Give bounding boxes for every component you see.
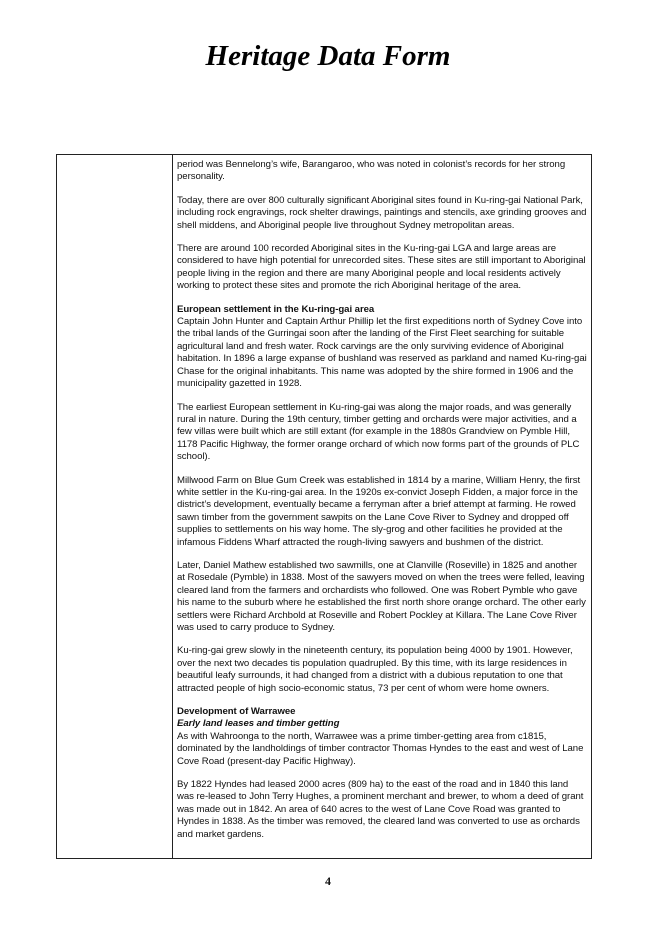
- paragraph: The earliest European settlement in Ku-ring-gai was along the major roads, and was generally rural in nature. During the 19th century, timber getting and orchards were major activities, and a few villas were built which are still extant (for example in the 1880s Grandview on Pymble Hill, 1178 Pacific Highway, the former orange orchard of which now forms part of the grounds of PLC school).: [177, 401, 580, 463]
- paragraph: period was Bennelong’s wife, Barangaroo, who was noted in colonist’s records for her strong personality.: [177, 159, 566, 183]
- paragraph: As with Wahroonga to the north, Warrawee was a prime timber-getting area from c1815, dominated by the landholdings of timber contractor Thomas Hyndes to the east and west of Lane Cove Road (present-day Pacific Highway).: [177, 730, 584, 767]
- content-cell: [177, 159, 587, 852]
- page-number: 4: [325, 874, 331, 888]
- subsection-heading: Early land leases and timber getting: [177, 718, 340, 730]
- section-heading: European settlement in the Ku-ring-gai area: [177, 303, 375, 315]
- paragraph: There are around 100 recorded Aboriginal sites in the Ku-ring-gai LGA and large areas are considered to have high potential for unrecorded sites. These sites are still important to Aboriginal people living in the region and there are many Aboriginal people and local residents actively working to protect these sites and promote the rich Aboriginal heritage of the area.: [177, 243, 586, 292]
- paragraph: Later, Daniel Mathew established two sawmills, one at Clanville (Roseville) in 1825 and another at Rosedale (Pymble) in 1838. Most of the sawyers moved on when the trees were felled, leaving cleared land from the farmers and orchardists who followed. One was Robert Pymble who gave his name to the suburb where he established the first north shore orange orchard. The other early settlers were Richard Archbold at Roseville and Robert Pockley at Killara. The Lane Cove River was used to carry produce to Sydney.: [177, 559, 586, 633]
- section-heading: Development of Warrawee: [177, 706, 296, 718]
- paragraph: By 1822 Hyndes had leased 2000 acres (809 ha) to the east of the road and in 1840 this land was re-leased to John Terry Hughes, a prominent merchant and brewer, to whom a deed of grant was made out in 1842. An area of 640 acres to the west of Lane Cove Road was granted to Hyndes in 1838. As the timber was removed, the cleared land was converted to use as orchards and market gardens.: [177, 779, 584, 840]
- paragraph: Captain John Hunter and Captain Arthur Phillip let the first expeditions north of Sydney Cove into the tribal lands of the Gurringai soon after the landing of the First Fleet searching for suitable agricultural land and fresh water. Rock carvings are the only surviving evidence of Aboriginal habitation. In 1896 a large expanse of bushland was reserved as parkland and named Ku-ring-gai Chase for the original inhabitants. This name was adopted by the shire formed in 1906 and the municipality gazetted in 1928.: [177, 316, 587, 390]
- paragraph: Ku-ring-gai grew slowly in the nineteenth century, its population being 4000 by 1901. However, over the next two decades tis population quadrupled. By this time, with its large residences in beautiful leafy surrounds, it had changed from a district with a dubious reputation to one that attracted people of high socio-economic status, 73 per cent of whom were home owners.: [177, 645, 573, 694]
- paragraph: Millwood Farm on Blue Gum Creek was established in 1814 by a marine, William Henry, the first white settler in the Ku-ring-gai area. In the 1920s ex-convict Joseph Fidden, a major force in the district’s development, eventually became a ferryman after a brief attempt at farming. He rowed sawn timber from the government sawpits on the Lane Cove River to Sydney and dropped off supplies to settlements on his way home. The sly-grog and other facilities he provided at the infamous Fiddens Wharf attracted the rough-living sawyers and bushmen of the district.: [177, 474, 581, 548]
- page-title: Heritage Data Form: [205, 40, 451, 72]
- column-divider: [172, 155, 173, 858]
- form-table: [56, 154, 592, 859]
- paragraph: Today, there are over 800 culturally significant Aboriginal sites found in Ku-ring-gai National Park, including rock engravings, rock shelter drawings, paintings and stencils, axe grinding grooves and shell middens, and Aboriginal people live throughout Sydney metropolitan areas.: [177, 194, 587, 231]
